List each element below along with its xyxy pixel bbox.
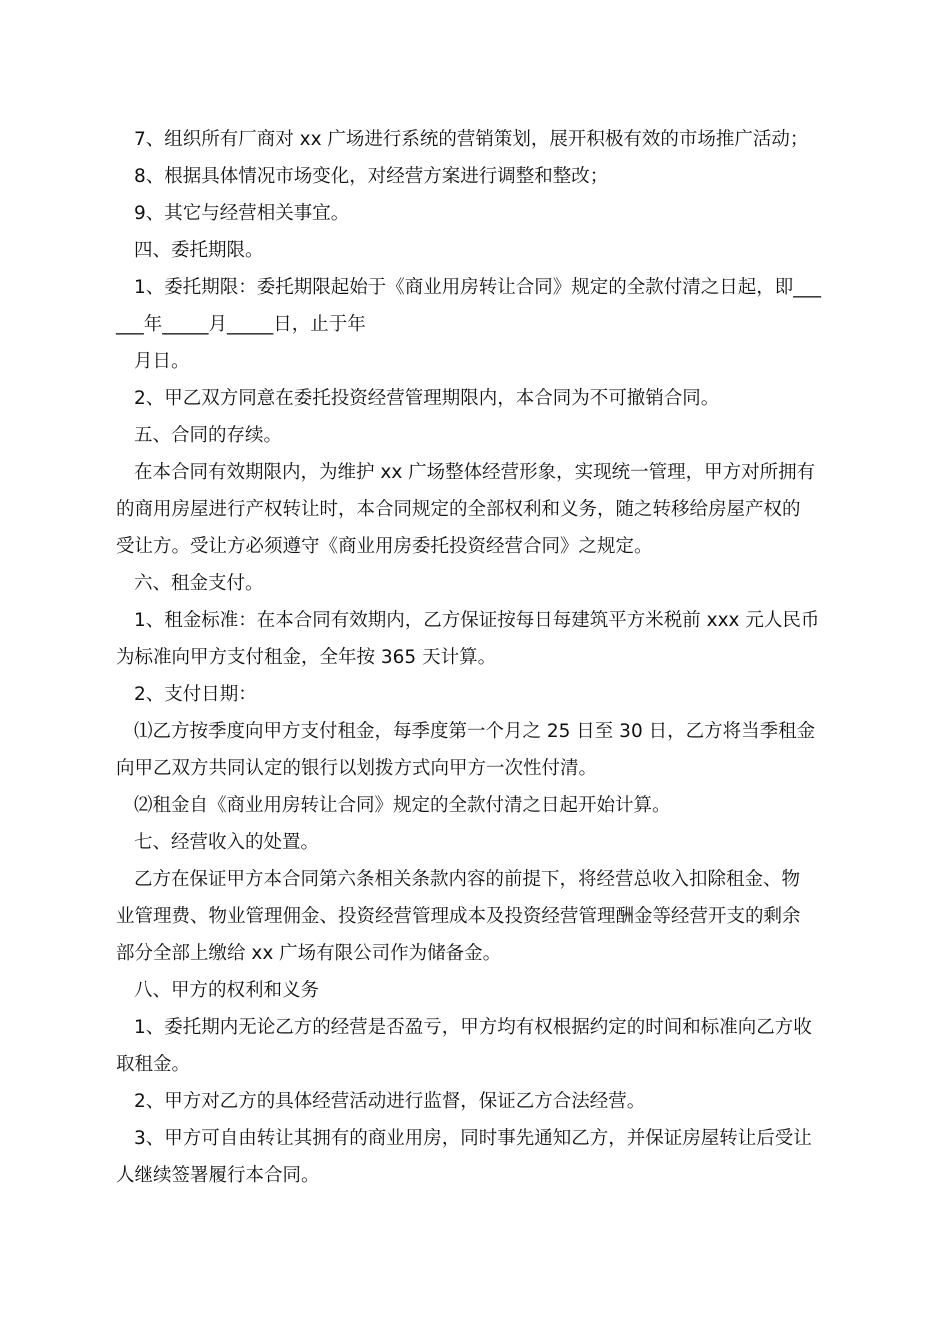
text-line: 2、支付日期： xyxy=(134,684,257,705)
text-line: ⑴乙方按季度向甲方支付租金，每季度第一个月之 25 日至 30 日，乙方将当季租金 xyxy=(134,721,816,742)
text-line: ___年_____月_____日，止于年 xyxy=(116,314,366,335)
text-line: 7、组织所有厂商对 xx 广场进行系统的营销策划，展开积极有效的市场推广活动； xyxy=(134,129,809,150)
text-line: 8、根据具体情况市场变化，对经营方案进行调整和整改； xyxy=(134,166,609,187)
text-line: 乙方在保证甲方本合同第六条相关条款内容的前提下，将经营总收入扣除租金、物 xyxy=(134,869,801,890)
text-line: 向甲乙双方共同认定的银行以划拨方式向甲方一次性付清。 xyxy=(116,758,598,779)
text-line: 3、甲方可自由转让其拥有的商业用房，同时事先通知乙方，并保证房屋转让后受让 xyxy=(134,1128,812,1149)
text-line: 月日。 xyxy=(134,351,190,372)
text-line: 2、甲乙双方同意在委托投资经营管理期限内，本合同为不可撤销合同。 xyxy=(134,388,720,409)
text-line: 9、其它与经营相关事宜。 xyxy=(134,203,350,224)
text-line: 受让方。受让方必须遵守《商业用房委托投资经营合同》之规定。 xyxy=(116,536,653,557)
text-line: 业管理费、物业管理佣金、投资经营管理成本及投资经营管理酬金等经营开支的剩余 xyxy=(116,906,801,927)
text-line: ⑵租金自《商业用房转让合同》规定的全款付清之日起开始计算。 xyxy=(134,795,671,816)
text-line: 在本合同有效期限内，为维护 xx 广场整体经营形象，实现统一管理，甲方对所拥有 xyxy=(134,462,816,483)
text-line: 2、甲方对乙方的具体经营活动进行监督，保证乙方合法经营。 xyxy=(134,1091,646,1112)
section-heading: 八、甲方的权利和义务 xyxy=(134,980,320,1001)
text-line: 为标准向甲方支付租金，全年按 365 天计算。 xyxy=(116,647,497,668)
text-line: 部分全部上缴给 xx 广场有限公司作为储备金。 xyxy=(116,943,502,964)
text-line: 的商用房屋进行产权转让时，本合同规定的全部权利和义务，随之转移给房屋产权的 xyxy=(116,499,801,520)
section-heading: 五、合同的存续。 xyxy=(134,425,283,446)
section-heading: 六、租金支付。 xyxy=(134,573,264,594)
section-heading: 七、经营收入的处置。 xyxy=(134,832,320,853)
text-line: 1、委托期内无论乙方的经营是否盈亏，甲方均有权根据约定的时间和标准向乙方收 xyxy=(134,1017,812,1038)
section-heading: 四、委托期限。 xyxy=(134,240,264,261)
text-line: 人继续签署履行本合同。 xyxy=(116,1165,320,1186)
text-line: 1、委托期限：委托期限起始于《商业用房转让合同》规定的全款付清之日起，即___ xyxy=(134,277,822,298)
text-line: 1、租金标准：在本合同有效期内，乙方保证按每日每建筑平方米税前 xxx 元人民币 xyxy=(134,610,820,631)
text-line: 取租金。 xyxy=(116,1054,191,1075)
